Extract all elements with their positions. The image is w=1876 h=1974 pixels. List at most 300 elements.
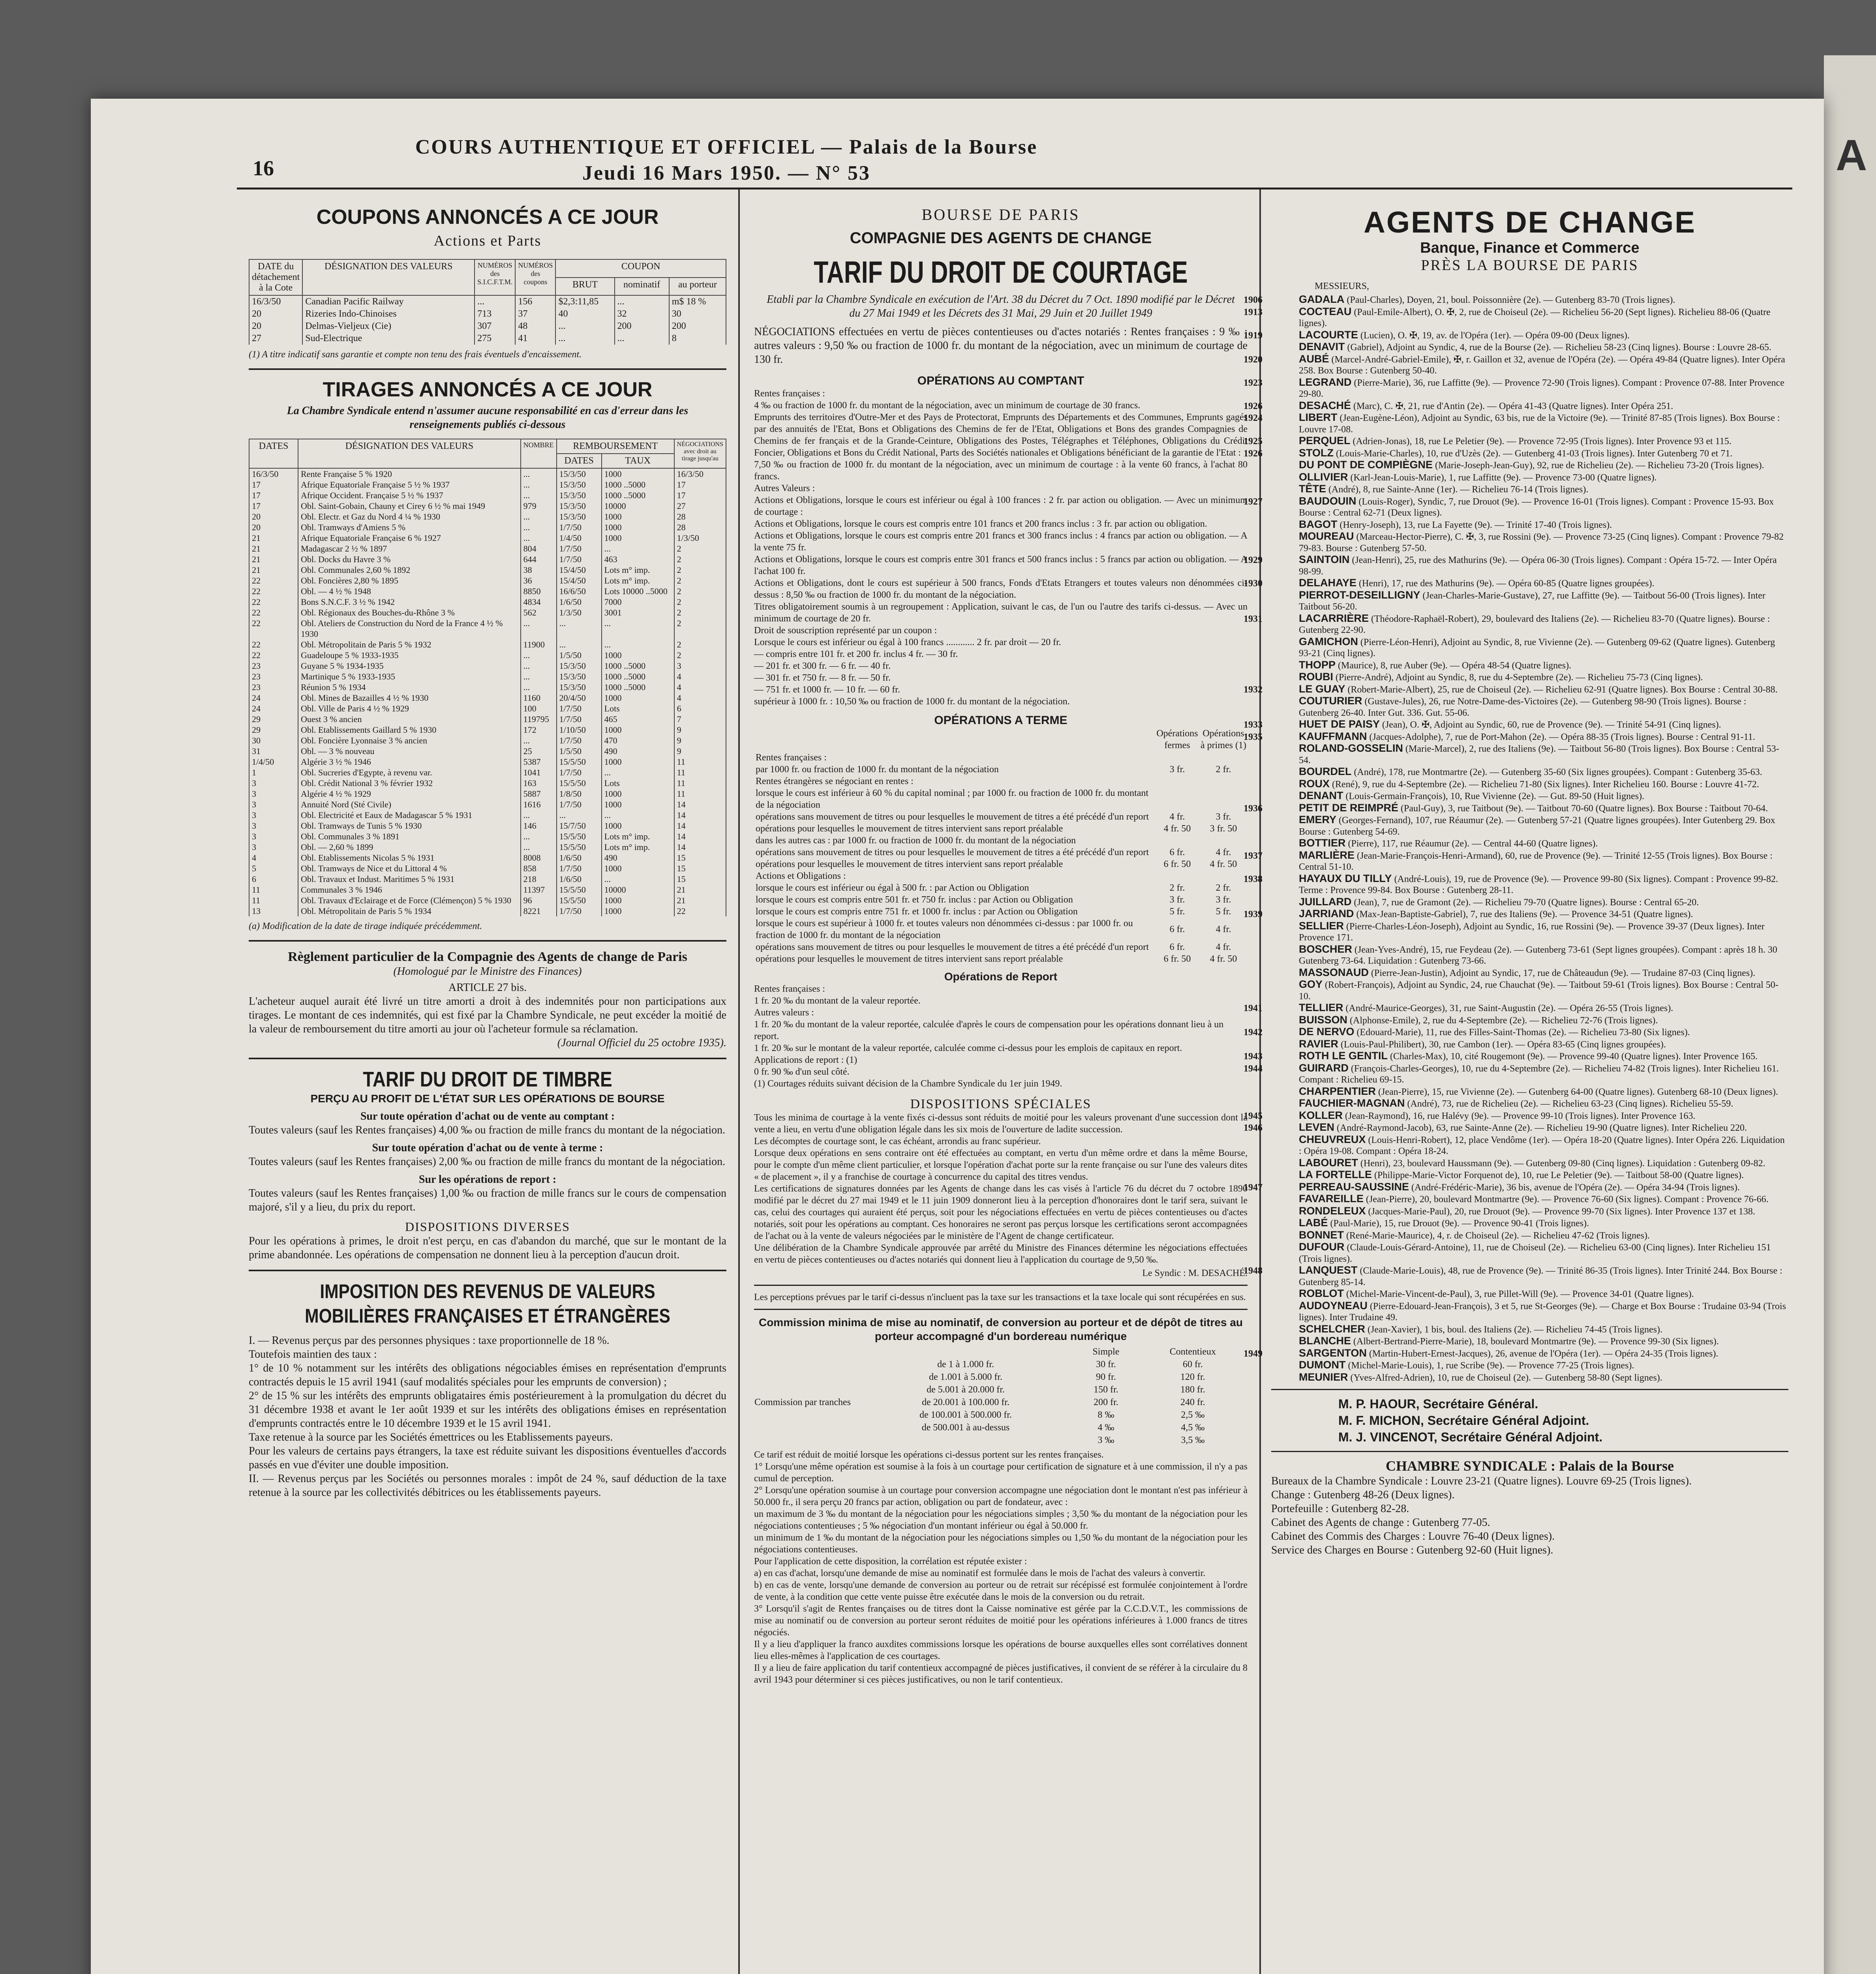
table-cell: 1/5/50 xyxy=(557,746,602,756)
table-cell: 3 xyxy=(249,810,298,820)
table-cell: 1000 xyxy=(602,468,674,479)
agent-year: 1939 xyxy=(1244,909,1263,919)
reglement-article: ARTICLE 27 bis. xyxy=(448,981,527,994)
table-cell: 21 xyxy=(249,533,298,543)
coupons-header-porteur: au porteur xyxy=(669,278,726,296)
commission-label: Commission par tranches xyxy=(754,1397,851,1407)
table-cell: 5 xyxy=(249,863,298,874)
table-cell: 25 xyxy=(521,746,557,756)
agent-entry xyxy=(1271,636,1788,659)
commission-cell: de 5.001 à 20.000 fr. xyxy=(927,1385,1005,1395)
table-cell: Lots 10000 ..5000 xyxy=(602,586,674,597)
table-cell: Obl. — 3 % nouveau xyxy=(298,746,521,756)
table-cell: 1000 xyxy=(602,511,674,522)
commission-cell: de 100.001 à 500.000 fr. xyxy=(919,1410,1012,1420)
agents-subtitle: Banque, Finance et Commerce xyxy=(1420,240,1640,256)
table-cell: Obl. Foncières 2,80 % 1895 xyxy=(298,575,521,586)
agent-name: LABÉ xyxy=(1299,1217,1328,1229)
timbre-heading: Sur toute opération d'achat ou de vente au comptant : xyxy=(360,1110,615,1122)
terme-header-primes: Opérations à primes (1) xyxy=(1201,728,1246,751)
agent-entry xyxy=(1244,399,1788,412)
terme-row xyxy=(754,835,1248,846)
speciales-paragraph: Les certifications de signatures données par les Agents de change dans les cas visés à l'article 76 du décret du 7 octobre 1890 modifié par le décret du 27 mai 1949 et le 11 juin 1909 donneront lieu à la perception d'honoraires dont le tarif sera, suivant le cas, celui des courtages qui auraient été perçus, soit pour les négociations effectuées en vertu de pièces contentieuses ou d'actes notariés, soit pour les opérations au comptant. Ces honoraires ne seront pas perçus lorsque les certifications seront accompagnées de l'achat ou à la vente de valeurs négociées par le ministère de l'Agent de change certificateur. xyxy=(754,1184,1248,1241)
agent-entry xyxy=(1271,1300,1788,1323)
chambre-line: Cabinet des Agents de change : Gutenberg 77-05. xyxy=(1271,1516,1490,1529)
agent-name: KAUFFMANN xyxy=(1299,730,1367,742)
agent-detail: (Pierre-Marie), 36, rue Laffitte (9e). — Provence 72-90 (Trois lignes). Compant : Provence 07-88. Inter Provence 29-80. xyxy=(1299,377,1784,399)
agent-detail: (Albert-Bertrand-Pierre-Marie), 18, boulevard Montmartre (9e). — Provence 99-30 (Six lignes). xyxy=(1351,1336,1719,1347)
agent-detail: (Jean-Yves-André), 15, rue Feydeau (2e). — Gutenberg 73-61 (Sept lignes groupées). Compant : après 18 h. 30 Gutenberg 73-64. Liquidation : Gutenberg 73-66. xyxy=(1299,944,1777,966)
commission-title: Commission minima de mise au nominatif, de conversion au porteur et de dépôt de titres au porteur accompagné d'un bordereau numérique xyxy=(758,1316,1243,1342)
commission-header-simple: Simple xyxy=(1092,1347,1120,1357)
agents-messieurs: MESSIEURS, xyxy=(1315,281,1369,291)
table-cell: 1000 xyxy=(602,724,674,735)
tirage-row xyxy=(249,810,726,820)
tirage-row xyxy=(249,511,726,522)
comptant-line: Lorsque le cours est inférieur ou égal à 100 francs ............ 2 fr. par droit — 20 fr. xyxy=(754,637,1061,647)
agent-entry xyxy=(1271,1323,1788,1336)
agent-entry xyxy=(1271,1359,1788,1372)
table-cell: 11 xyxy=(674,767,726,778)
commission-cell: 8 ‰ xyxy=(1097,1410,1114,1420)
officer-line: M. J. VINCENOT, Secrétaire Général Adjoint. xyxy=(1338,1430,1603,1444)
agent-name: TÊTE xyxy=(1299,483,1326,495)
table-cell: Guadeloupe 5 % 1933-1935 xyxy=(298,650,521,661)
agent-detail: (Théodore-Raphaël-Robert), 29, boulevard des Italiens (2e). — Richelieu 83-70 (Quatre lignes). Bourse : Gutenberg 22-90. xyxy=(1299,614,1770,635)
table-cell: 1/7/50 xyxy=(557,703,602,714)
table-cell: 1/8/50 xyxy=(557,788,602,799)
agent-detail: (Louis-Roger), Syndic, 7, rue Drouot (9e). — Provence 16-01 (Trois lignes). Compant : Provence 15-93. Box Bourse : Central 62-71 (Deux lignes). xyxy=(1299,496,1774,518)
agent-detail: (Marc), C. ✠, 21, rue d'Antin (2e). — Opéra 41-43 (Quatre lignes). Inter Opéra 251. xyxy=(1351,401,1673,411)
terme-cell: opérations sans mouvement de titres ou pour lesquelles le mouvement de titres a été précédé d'un report xyxy=(756,847,1149,858)
table-cell: 2 xyxy=(674,650,726,661)
table-cell: 2 xyxy=(674,618,726,639)
table-cell: ... xyxy=(602,618,674,639)
agent-detail: (Paul-Emile-Albert), O. ✠, 2, rue de Choiseul (2e). — Richelieu 56-20 (Sept lignes). Richelieu 88-06 (Quatre lignes). xyxy=(1299,307,1771,328)
table-cell: Obl. Travaux d'Eclairage et de Force (Clémençon) 5 % 1930 xyxy=(298,895,521,906)
agent-name: DE NERVO xyxy=(1299,1026,1354,1038)
agent-detail: (Yves-Alfred-Adrien), 10, rue de Choiseul (2e). — Gutenberg 58-80 (Sept lignes). xyxy=(1348,1372,1662,1383)
terme-row xyxy=(754,906,1248,918)
table-cell: 8 xyxy=(669,332,726,345)
table-cell: 21 xyxy=(249,565,298,575)
table-cell: 16/3/50 xyxy=(249,468,298,479)
table-cell: ... xyxy=(521,682,557,692)
agent-name: ROTH LE GENTIL xyxy=(1299,1050,1388,1062)
agent-name: BAUDOUIN xyxy=(1299,495,1356,507)
terme-row xyxy=(754,882,1248,894)
tirage-row xyxy=(249,714,726,724)
agent-detail: (André-Louis), 19, rue de Provence (9e). — Provence 99-80 (Six lignes). Compant : Provence 99-82. Terme : Provence 99-84. Box Bourse : Gutenberg 28-11. xyxy=(1299,874,1778,895)
table-cell: 1/4/50 xyxy=(557,533,602,543)
table-cell: 15/5/50 xyxy=(557,756,602,767)
terme-row xyxy=(754,953,1248,965)
comptant-line: 7,50 ‰ ou fraction de 1000 fr. du montant de la négociation, avec un minimum de courtage : à la vente 60 francs, à l'achat 80 francs. xyxy=(754,460,1248,482)
tirage-row xyxy=(249,906,726,916)
agent-name: BAGOT xyxy=(1299,518,1338,530)
agent-name: LACARRIÈRE xyxy=(1299,612,1369,624)
table-cell: 2 xyxy=(674,575,726,586)
coupons-header-date: DATE du détachement à la Cote xyxy=(249,259,302,295)
agent-detail: (Pierre-Edouard-Jean-François), 3 et 5, rue St-Georges (9e). — Charge et Box Bourse : Trudaine 03-94 (Trois lignes). Inter Trudaine 49. xyxy=(1299,1301,1786,1323)
table-cell: 1/7/50 xyxy=(557,543,602,554)
agent-name: CHEUVREUX xyxy=(1299,1133,1366,1145)
commission-cell: 30 fr. xyxy=(1096,1359,1116,1370)
agent-detail: (André-Maurice-Georges), 31, rue Saint-Augustin (2e). — Opéra 26-55 (Trois lignes). xyxy=(1343,1003,1673,1013)
terme-cell: lorsque le cours est compris entre 751 fr. et 1000 fr. inclus : par Action ou Obligation xyxy=(756,906,1078,917)
table-cell: 1/7/50 xyxy=(557,554,602,565)
table-cell: 1000 xyxy=(602,895,674,906)
commission-row xyxy=(754,1434,1248,1447)
table-cell: 644 xyxy=(521,554,557,565)
table-cell: 9 xyxy=(674,735,726,746)
chambre-line: Cabinet des Commis des Charges : Louvre 76-40 (Deux lignes). xyxy=(1271,1530,1555,1542)
chambre-lines xyxy=(1271,1474,1788,1557)
agent-entry xyxy=(1271,743,1788,766)
table-cell: 3 xyxy=(249,831,298,842)
agent-name: THOPP xyxy=(1299,659,1336,671)
terme-cell: 2 fr. xyxy=(1216,764,1231,775)
table-cell: ... xyxy=(615,332,669,345)
table-cell: 979 xyxy=(521,501,557,511)
table-cell: 1/3/50 xyxy=(674,533,726,543)
tirage-row xyxy=(249,607,726,618)
agent-detail: (Jean-Pierre), 15, rue Vivienne (2e). — Gutenberg 64-00 (Quatre lignes). Gutenberg 68-10 (Deux lignes). xyxy=(1376,1086,1778,1097)
terme-cell: lorsque le cours est inférieur ou égal à 500 fr. : par Action ou Obligation xyxy=(756,883,1029,893)
agent-entry xyxy=(1244,1062,1788,1086)
agent-year: 1932 xyxy=(1244,684,1263,695)
terme-header-fermes: Opérations fermes xyxy=(1156,728,1198,751)
table-cell: 1/7/50 xyxy=(557,522,602,533)
agent-name: SAINTOIN xyxy=(1299,554,1350,565)
agent-entry xyxy=(1244,1121,1788,1134)
agent-detail: (Jean-Raymond), 16, rue Halévy (9e). — Provence 99-10 (Trois lignes). Inter Provence 163. xyxy=(1343,1111,1696,1121)
agent-entry xyxy=(1271,1372,1788,1384)
tirage-row xyxy=(249,831,726,842)
agent-name: DU PONT DE COMPIÈGNE xyxy=(1299,459,1433,471)
table-cell: 21 xyxy=(249,554,298,565)
table-cell: ... xyxy=(521,522,557,533)
commission-paragraph: Il y a lieu de faire application du tarif contentieux accompagné de pièces justificatives, il convient de se référer à la circulaire du 8 avril 1943 pour déterminer si ces pièces justificatives, ou non le tarif contentieux. xyxy=(754,1663,1248,1685)
agent-detail: (Henri), 17, rue des Mathurins (9e). — Opéra 60-85 (Quatre lignes groupées). xyxy=(1356,578,1655,589)
table-cell: Obl. Tramways de Nice et du Littoral 4 % xyxy=(298,863,521,874)
table-cell: 2 xyxy=(674,543,726,554)
table-cell: 1/6/50 xyxy=(557,597,602,607)
commission-row xyxy=(754,1383,1248,1396)
table-cell: 16/3/50 xyxy=(674,468,726,479)
agent-name: GADALA xyxy=(1299,293,1345,305)
table-cell: 15/5/50 xyxy=(557,842,602,852)
table-cell: 804 xyxy=(521,543,557,554)
agent-name: EMERY xyxy=(1299,814,1337,826)
terme-cell: 5 fr. xyxy=(1169,906,1185,917)
terme-cell: 6 fr. xyxy=(1169,942,1185,952)
tirage-row xyxy=(249,767,726,778)
coupons-header-numeros: NUMÉROS des coupons xyxy=(515,259,555,295)
agent-name: LIBERT xyxy=(1299,411,1338,423)
tirage-row xyxy=(249,756,726,767)
table-cell: 22 xyxy=(249,575,298,586)
table-cell: 11 xyxy=(249,884,298,895)
commission-paragraph: Ce tarif est réduit de moitié lorsque les opérations ci-dessus portent sur les rentes françaises. xyxy=(754,1450,1104,1460)
agent-detail: (Marie-Joseph-Jean-Guy), 92, rue de Richelieu (2e). — Richelieu 73-20 (Trois lignes). xyxy=(1433,460,1764,471)
comptant-line: — 301 fr. et 750 fr. — 8 fr. — 50 fr. xyxy=(754,673,891,683)
table-cell: 40 xyxy=(555,308,614,320)
agent-entry xyxy=(1271,1169,1788,1181)
table-cell: 1000 xyxy=(602,906,674,916)
table-cell: 32 xyxy=(615,308,669,320)
table-cell: 22 xyxy=(249,639,298,650)
table-cell: 7000 xyxy=(602,597,674,607)
agent-detail: (Jean-Eugène-Léon), Adjoint au Syndic, 63 bis, rue de la Victoire (9e). — Trinité 87-85 (Trois lignes). Box Bourse : Louvre 17-08. xyxy=(1299,413,1780,435)
agent-name: GUIRARD xyxy=(1299,1062,1349,1074)
agent-name: OLLIVIER xyxy=(1299,471,1348,483)
commission-cell: 150 fr. xyxy=(1094,1385,1118,1395)
terme-row xyxy=(754,846,1248,858)
commission-label xyxy=(754,1358,857,1371)
agent-name: MARLIÈRE xyxy=(1299,849,1354,861)
commission-paragraph: Pour l'application de cette disposition, la corrélation est réputée exister : xyxy=(754,1556,1027,1567)
agent-detail: (Paul-Charles), Doyen, 21, boul. Poissonnière (2e). — Gutenberg 83-70 (Trois lignes). xyxy=(1344,295,1675,305)
table-cell: 4834 xyxy=(521,597,557,607)
table-cell: 17 xyxy=(674,479,726,490)
table-cell: 1000 ..5000 xyxy=(602,490,674,501)
comptant-line: — 751 fr. et 1000 fr. — 10 fr. — 60 fr. xyxy=(754,685,900,695)
speciales-title: DISPOSITIONS SPÉCIALES xyxy=(910,1097,1092,1111)
agent-year: 1949 xyxy=(1244,1348,1263,1359)
agent-detail: (André-Raymond-Jacob), 63, rue Sainte-Anne (2e). — Richelieu 19-90 (Quatre lignes). Inter Richelieu 220. xyxy=(1334,1123,1747,1133)
section-rule xyxy=(754,1285,1248,1286)
table-cell: ... xyxy=(615,295,669,308)
agent-year: 1931 xyxy=(1244,614,1263,624)
agent-detail: (Michel-Marie-Louis), 1, rue Scribe (9e). — Provence 77-25 (Trois lignes). xyxy=(1345,1360,1634,1371)
terme-cell: 4 fr. xyxy=(1216,847,1231,858)
agents-title: AGENTS DE CHANGE xyxy=(1364,206,1696,239)
agent-detail: (Jean-Charles-Marie-Gustave), 27, rue Laffitte (9e). — Taitbout 56-00 (Trois lignes). Inter Taitbout 56-20. xyxy=(1299,590,1765,612)
table-cell: 4 xyxy=(674,682,726,692)
speciales-lines xyxy=(754,1112,1248,1266)
table-cell: 20 xyxy=(249,511,298,522)
tirage-row xyxy=(249,874,726,884)
agent-entry xyxy=(1271,471,1788,484)
table-cell: 48 xyxy=(515,320,555,332)
agent-detail: (Jean-Pierre), 20, boulevard Montmartre (9e). — Provence 76-60 (Six lignes). Compant : Provence 76-66. xyxy=(1364,1194,1769,1205)
table-cell: 15/5/50 xyxy=(557,895,602,906)
terme-cell: 3 fr. xyxy=(1216,895,1231,905)
timbre-subtitle: PERÇU AU PROFIT DE L'ÉTAT SUR LES OPÉRATIONS DE BOURSE xyxy=(310,1092,665,1105)
table-cell: 1/7/50 xyxy=(557,906,602,916)
terme-cell: 3 fr. xyxy=(1169,895,1185,905)
table-cell: 15/3/50 xyxy=(557,511,602,522)
table-cell: Communales 3 % 1946 xyxy=(298,884,521,895)
agent-year: 1946 xyxy=(1244,1123,1263,1133)
agent-name: GOY xyxy=(1299,978,1323,990)
agent-entry xyxy=(1244,683,1788,696)
agent-name: LEVEN xyxy=(1299,1121,1335,1133)
table-cell: 11 xyxy=(674,788,726,799)
table-cell: Obl. Régionaux des Bouches-du-Rhône 3 % xyxy=(298,607,521,618)
commission-cell: 240 fr. xyxy=(1180,1397,1205,1407)
table-cell: Rizeries Indo-Chinoises xyxy=(302,308,475,320)
tirages-header-remboursement: REMBOURSEMENT xyxy=(557,439,674,454)
commission-row xyxy=(754,1421,1248,1434)
tirage-row xyxy=(249,820,726,831)
table-cell: 1/4/50 xyxy=(249,756,298,767)
agent-name: STOLZ xyxy=(1299,447,1334,459)
column-divider-1 xyxy=(738,190,740,1974)
agent-entry xyxy=(1271,341,1788,353)
agent-name: FAVAREILLE xyxy=(1299,1193,1364,1205)
table-cell: $2,3:11,85 xyxy=(555,295,614,308)
agent-name: AUBÉ xyxy=(1299,353,1329,365)
commission-cell: de 1 à 1.000 fr. xyxy=(937,1359,994,1370)
agent-entry xyxy=(1271,1193,1788,1205)
table-cell: 307 xyxy=(475,320,515,332)
agent-entry xyxy=(1271,695,1788,719)
terme-cell: lorsque le cours est inférieur à 60 % du capital nominal ; par 1000 fr. ou fraction de 1000 fr. du montant de la négociation xyxy=(756,788,1149,810)
commission-cell xyxy=(857,1434,1074,1447)
table-cell: 11 xyxy=(249,895,298,906)
terme-cell: opérations pour lesquelles le mouvement de titres intervient sans report préalable xyxy=(756,954,1063,964)
commission-cell: 3 ‰ xyxy=(1097,1435,1114,1445)
agent-entry xyxy=(1271,1217,1788,1229)
commission-row xyxy=(754,1409,1248,1421)
agent-entry xyxy=(1271,944,1788,967)
agent-name: JUILLARD xyxy=(1299,895,1352,908)
comptant-line: Actions et Obligations, lorsque le cours est inférieur ou égal à 100 frances : 2 fr. par action ou obligation. — Avec un minimum de courtage : xyxy=(754,495,1248,517)
agent-entry xyxy=(1244,1050,1788,1062)
tirage-row xyxy=(249,692,726,703)
agent-entry xyxy=(1244,353,1788,377)
report-line: (1) Courtages réduits suivant décision de la Chambre Syndicale du 1er juin 1949. xyxy=(754,1079,1062,1089)
tirages-notice: La Chambre Syndicale entend n'assumer aucune responsabilité en cas d'erreur dans les renseignements publiés ci-dessous xyxy=(287,405,688,431)
officer-line: M. F. MICHON, Secrétaire Général Adjoint. xyxy=(1338,1413,1589,1428)
imposition-line: I. — Revenus perçus par des personnes physiques : taxe proportionnelle de 18 %. xyxy=(249,1334,610,1347)
table-cell: Obl. Mines de Bazailles 4 ½ % 1930 xyxy=(298,692,521,703)
agent-detail: (Claude-Marie-Louis), 48, rue de Provence (9e). — Trinité 86-35 (Trois lignes). Inter Trinité 244. Box Bourse : Gutenberg 85-14. xyxy=(1299,1266,1782,1287)
agent-name: KOLLER xyxy=(1299,1109,1343,1121)
table-cell: Lots m° imp. xyxy=(602,842,674,852)
agent-name: PETIT DE REIMPRÉ xyxy=(1299,801,1399,814)
agent-entry xyxy=(1271,1014,1788,1026)
tirage-row xyxy=(249,543,726,554)
table-cell: 1000 xyxy=(602,799,674,810)
chambre-line: Portefeuille : Gutenberg 82-28. xyxy=(1271,1503,1409,1515)
table-cell: ... xyxy=(521,479,557,490)
terme-cell: Actions et Obligations : xyxy=(756,871,846,881)
agent-year: 1944 xyxy=(1244,1063,1263,1074)
commission-cell: 4 ‰ xyxy=(1097,1422,1114,1433)
tirage-row xyxy=(249,468,726,479)
table-cell: ... xyxy=(602,810,674,820)
table-cell: Obl. Tramways de Tunis 5 % 1930 xyxy=(298,820,521,831)
terme-cell xyxy=(1155,870,1199,882)
agent-entry xyxy=(1271,1038,1788,1051)
agent-name: SCHELCHER xyxy=(1299,1323,1366,1335)
table-cell: 22 xyxy=(249,650,298,661)
tirage-row xyxy=(249,533,726,543)
report-line: Autres valeurs : xyxy=(754,1008,814,1018)
agent-entry xyxy=(1271,837,1788,850)
agent-name: LANQUEST xyxy=(1299,1264,1358,1276)
table-cell: Obl. Métropolitain de Paris 5 % 1934 xyxy=(298,906,521,916)
commission-cell: 90 fr. xyxy=(1096,1372,1116,1382)
commission-label xyxy=(754,1409,857,1421)
chambre-line: Change : Gutenberg 48-26 (Deux lignes). xyxy=(1271,1489,1455,1501)
table-cell: 15/5/50 xyxy=(557,831,602,842)
page-number: 16 xyxy=(253,156,274,180)
comptant-line: — compris entre 101 fr. et 200 fr. inclus 4 fr. — 30 fr. xyxy=(754,649,958,659)
agent-entry xyxy=(1271,1086,1788,1098)
adjacent-page-edge xyxy=(1824,55,1876,1974)
agent-year: 1923 xyxy=(1244,377,1263,388)
section-rule xyxy=(1271,1389,1788,1390)
table-cell: 3 xyxy=(249,788,298,799)
agent-name: COUTURIER xyxy=(1299,695,1362,707)
header-rule xyxy=(237,188,1792,190)
agent-detail: (Gustave-Jules), 26, rue Notre-Dame-des-Victoires (2e). — Gutenberg 98-90 (Trois lignes). Bourse : Gutenberg 26-40. Inter Gut. 336. Gut. 55-06. xyxy=(1299,696,1747,718)
table-cell: 200 xyxy=(615,320,669,332)
agent-name: ROUBI xyxy=(1299,671,1333,683)
table-cell: 470 xyxy=(602,735,674,746)
agent-entry xyxy=(1271,896,1788,908)
commission-label xyxy=(754,1371,857,1383)
tirages-footnote: (a) Modification de la date de tirage indiquée précédemment. xyxy=(249,921,482,931)
table-cell: 3001 xyxy=(602,607,674,618)
officers-list xyxy=(1338,1396,1788,1445)
table-cell: 275 xyxy=(475,332,515,345)
table-cell: ... xyxy=(521,468,557,479)
terme-row xyxy=(754,918,1248,941)
terme-row xyxy=(754,823,1248,835)
agent-detail: (Louis-Marie-Charles), 10, rue d'Uzès (2e). — Gutenberg 41-03 (Trois lignes). Inter Gutenberg 70 et 71. xyxy=(1334,448,1733,459)
agent-detail: (Pierre-Charles-Léon-Joseph), Adjoint au Syndic, 16, rue Rossini (9e). — Provence 39-37 (Deux lignes). Inter Provence 171. xyxy=(1299,921,1765,943)
coupons-header-designation: DÉSIGNATION DES VALEURS xyxy=(302,259,475,295)
tirage-row xyxy=(249,884,726,895)
table-cell: 2 xyxy=(674,565,726,575)
agent-entry xyxy=(1244,908,1788,920)
table-cell: 3 xyxy=(674,661,726,671)
agent-name: AUDOYNEAU xyxy=(1299,1299,1368,1312)
table-cell: ... xyxy=(555,320,614,332)
table-cell: ... xyxy=(602,639,674,650)
table-cell: 2 xyxy=(674,586,726,597)
agent-name: BOURDEL xyxy=(1299,766,1352,777)
terme-table xyxy=(754,727,1248,965)
table-cell: 15 xyxy=(674,852,726,863)
reglement-title: Règlement particulier de la Compagnie des Agents de change de Paris xyxy=(288,949,687,964)
commission-label xyxy=(754,1421,857,1434)
table-cell: Obl. Etablissements Nicolas 5 % 1931 xyxy=(298,852,521,863)
table-cell: 17 xyxy=(249,501,298,511)
agent-entry xyxy=(1244,1002,1788,1014)
agent-year: 1947 xyxy=(1244,1182,1263,1193)
table-cell: Lots m° imp. xyxy=(602,831,674,842)
tirage-row xyxy=(249,799,726,810)
table-cell: ... xyxy=(521,810,557,820)
table-cell: 5387 xyxy=(521,756,557,767)
terme-cell: lorsque le cours est compris entre 501 fr. et 750 fr. inclus : par Action ou Obligation xyxy=(756,895,1073,905)
table-cell: 200 xyxy=(669,320,726,332)
terme-cell: opérations sans mouvement de titres ou pour lesquelles le mouvement de titres a été précédé d'un report xyxy=(756,942,1149,952)
agent-detail: (Claude-Louis-Gérard-Antoine), 11, rue de Choiseul (2e). — Richelieu 63-00 (Cinq lignes). Inter Richelieu 151 (Trois lignes). xyxy=(1299,1242,1771,1264)
table-cell: 23 xyxy=(249,671,298,682)
agent-name: LABOURET xyxy=(1299,1156,1358,1169)
table-cell: 218 xyxy=(521,874,557,884)
agent-entry xyxy=(1244,1347,1788,1360)
imposition-line: 2° de 15 % sur les intérêts des emprunts obligataires émis postérieurement à la promulgation du décret du 31 décembre 1938 et avant le 1er août 1939 et sur les intérêts des obligations émises en représentation d'emprunts contractés entre le 10 décembre 1939 et le 15 avril 1941. xyxy=(249,1390,726,1430)
agent-detail: (Lucien), O. ✠, 19, av. de l'Opéra (1er). — Opéra 09-00 (Deux lignes). xyxy=(1358,330,1630,341)
